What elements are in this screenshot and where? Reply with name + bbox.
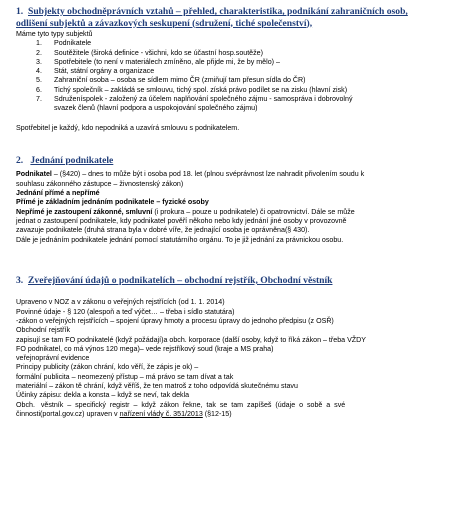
paragraph-line: Upraveno v NOZ a v zákonu o veřejných rejstřících (od 1. 1. 2014) bbox=[16, 298, 225, 307]
paragraph-line: souhlasu zákonného zástupce – živnostenský zákon) bbox=[16, 179, 184, 188]
list-item-continuation: svazek členů (hlavní podpora a uspokojování společného zájmu) bbox=[54, 104, 258, 113]
section-1-title-line1: Subjekty obchodněprávních vztahů – přehled, charakteristika, podnikání zahraničních osob, bbox=[28, 6, 408, 17]
section-1-number: 1. bbox=[16, 6, 24, 17]
paragraph-line: jednat o zastoupení podnikatele, kdy podnikatel pověří někoho nebo kdy jednání jiné osoby v provozovně bbox=[16, 216, 347, 225]
paragraph-line: zapisují se tam FO podnikatelé (když požádají)a obch. korporace (další osoby, když to říká zákon – třeba VŽDY bbox=[16, 335, 366, 344]
paragraph-line: materiální – zákon tě chrání, když věříš, že ten matroš z toho odpovídá skutečnému stavu bbox=[16, 382, 298, 391]
list-item: 6. Tichý společník – zakládá se smlouvu, tichý spol. získá právo podílet se na zisku (hlavní zisk) bbox=[36, 85, 348, 94]
list-item: 2. Soutěžitele (široká definice - všichni, kdo se účastní hosp.soutěže) bbox=[36, 48, 263, 57]
paragraph-line: Povinné údaje - § 120 (alespoň a teď výčet… – třeba i sídlo statutára) bbox=[16, 307, 235, 316]
section-3-title: Zveřejňování údajů o podnikatelích – obchodní rejstřík, Obchodní věstník bbox=[28, 274, 333, 286]
section-2-title: Jednání podnikatele bbox=[30, 154, 114, 166]
paragraph-line: -zákon o veřejných rejstřících – spojení úpravy hmoty a procesu úpravy do jednoho předpisu (z OSŘ) bbox=[16, 316, 334, 325]
paragraph-line: Přímé je základním jednáním podnikatele – fyzické osoby bbox=[16, 198, 209, 207]
paragraph-line: Obch. věstník – specifický registr – když zákon řekne, tak se tam zapíšeš (údaje o sobě a své bbox=[16, 400, 346, 409]
list-item: 3. Spotřebitele (to není v materiálech zmíněno, ale přijde mi, že by mělo) – bbox=[36, 57, 280, 66]
section-1-intro: Máme tyto typy subjektů bbox=[16, 30, 93, 38]
paragraph-line: Dále je jednáním podnikatele jednání pomocí statutárního orgánu. To je již jednání za právnickou osobu. bbox=[16, 235, 344, 244]
section-3-body bbox=[16, 298, 458, 419]
section-2-number: 2. bbox=[16, 154, 24, 166]
section-1-footer: Spotřebitel je každý, kdo nepodniká a uzavírá smlouvu s podnikatelem. bbox=[16, 123, 240, 132]
section-1-heading bbox=[16, 6, 458, 29]
paragraph-line: FO podnikatel, co má výnos 120 mega)– vede rejstříkový soud (kraje a MS praha) bbox=[16, 344, 274, 353]
paragraph-line: zavazuje podnikatele (druhá strana byla v dobré víře, že jednající osoba je oprávněna(§ 430). bbox=[16, 226, 310, 235]
list-item: 1. Podnikatele bbox=[36, 39, 92, 48]
regulation-link[interactable]: nařízení vlády č. 351/2013 bbox=[119, 409, 203, 418]
subject-type-list bbox=[16, 39, 458, 113]
list-item: 7. Sdruženíspolek - založený za účelem naplňování společného zájmu - samospráva i dobrovolný bbox=[36, 95, 353, 104]
paragraph-line: Účinky zápisu: dekla a konsta – když se neví, tak dekla bbox=[16, 391, 190, 400]
paragraph-line: činnosti(portal.gov.cz) upraven v nařízení vlády č. 351/2013 (§12-15) bbox=[16, 409, 232, 418]
paragraph-line: formální publicita – neomezený přístup – má právo se tam dívat a tak bbox=[16, 372, 234, 381]
paragraph-line: Obchodní rejstřík bbox=[16, 326, 71, 335]
paragraph-line: Nepřímé je zastoupení zákonné, smluvní (i prokura – pouze u podnikatele) či opatrovnictví. Dále se může bbox=[16, 207, 355, 216]
section-1-title-line2: odlišení subjektů a závazkových seskupení (sdružení, tiché společenství), bbox=[16, 17, 313, 29]
section-2-heading bbox=[16, 155, 458, 167]
paragraph-line: Podnikatel – (§420) – dnes to může být i osoba pod 18. let (plnou svéprávnost lze nahradit přivolením soudu k bbox=[16, 170, 365, 179]
list-item: 5. Zahraniční osoba – osoba se sídlem mimo ČR (zmiňují tam přesun sídla do ČR) bbox=[36, 76, 306, 85]
paragraph-line: Principy publicity (zákon chrání, kdo věří, že zápis je ok) – bbox=[16, 363, 199, 372]
section-2-body bbox=[16, 170, 458, 244]
paragraph-line: Jednání přímé a nepřímé bbox=[16, 189, 100, 198]
paragraph-line: veřejnoprávní evidence bbox=[16, 354, 90, 363]
section-3-number: 3. bbox=[16, 274, 24, 286]
list-item: 4. Stát, státní orgány a organizace bbox=[36, 67, 155, 76]
section-3-heading bbox=[16, 275, 458, 287]
